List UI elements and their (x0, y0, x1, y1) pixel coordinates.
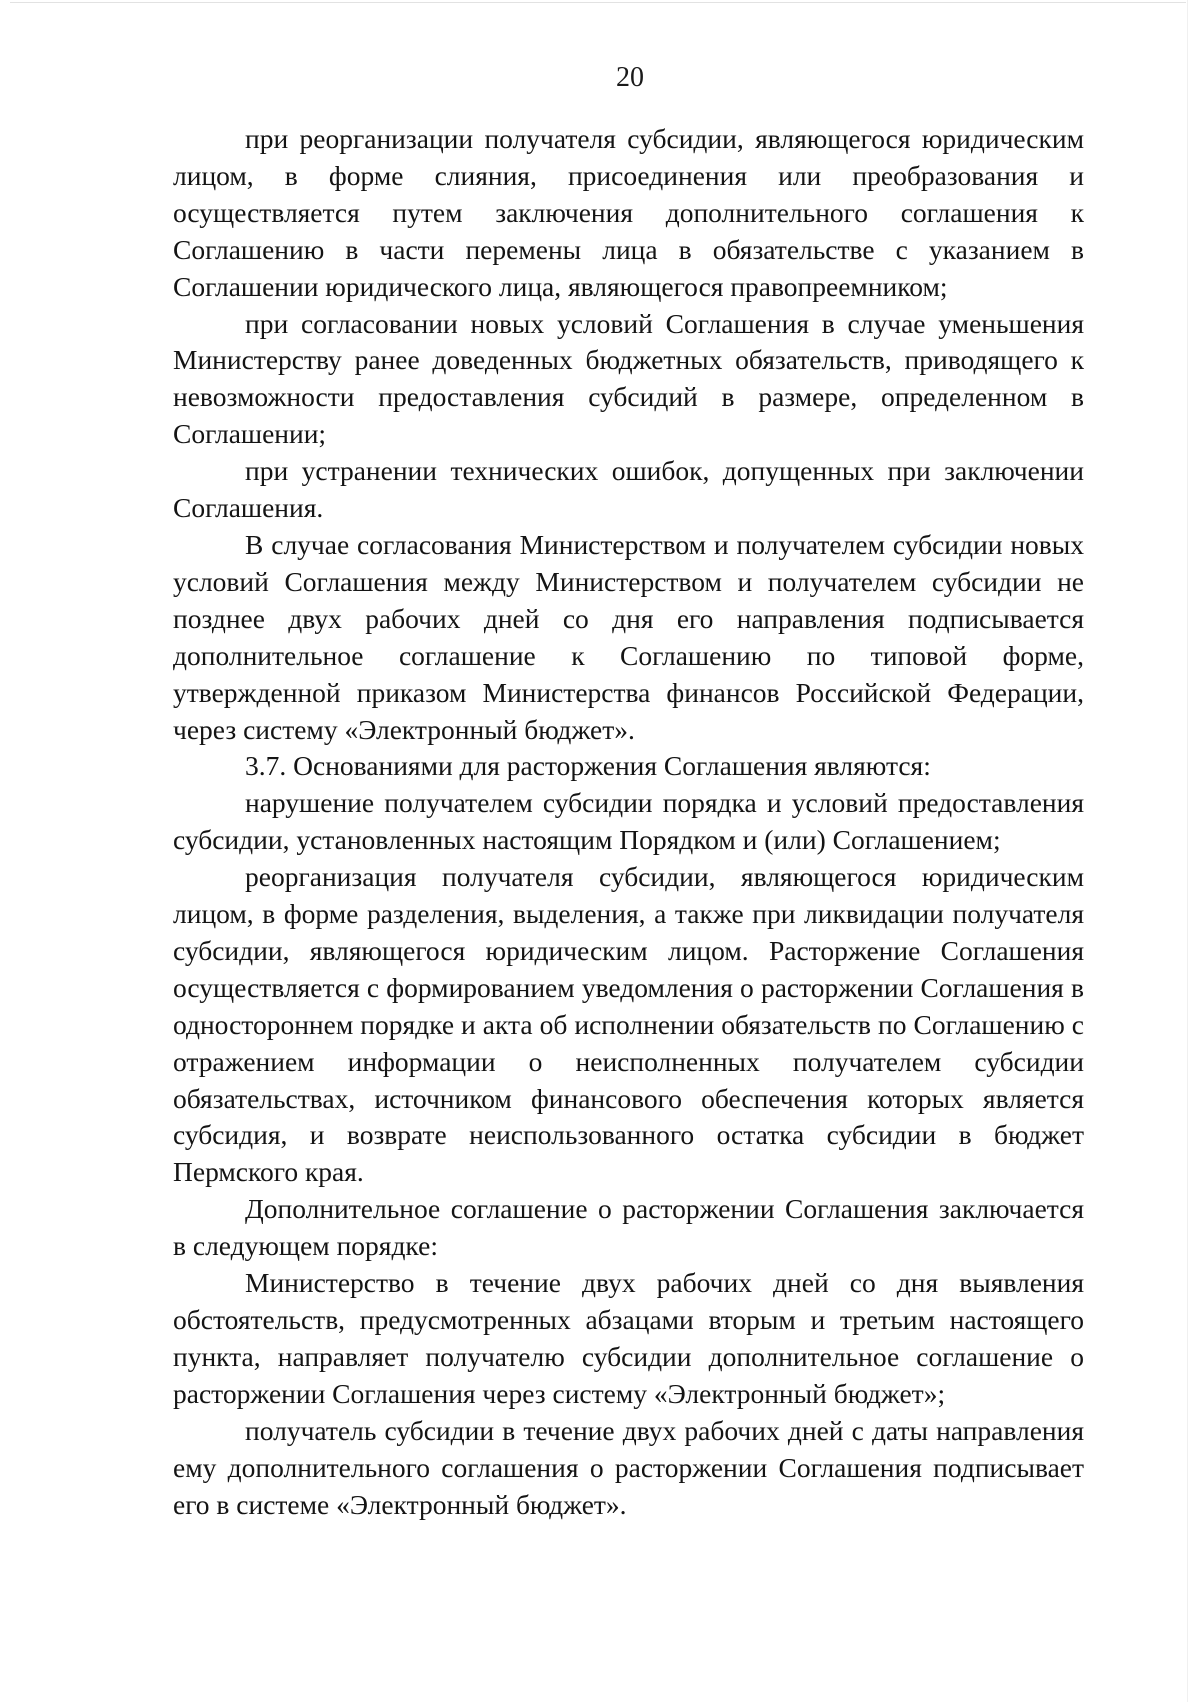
paragraph: нарушение получателем субсидии порядка и условий предоставления субсидии, установленных настоящим Порядком и (или) Соглашением; (173, 787, 1084, 856)
paragraph: при реорганизации получателя субсидии, являющегося юридическим лицом, в форме слияния, присоединения или преобразования и осуществляется путем заключения дополнительного соглашения к Соглашению в части перемены лица в обязательстве с указанием в Соглашении юридического лица, являющегося правопреемником; (173, 123, 1084, 302)
paragraph: при устранении технических ошибок, допущенных при заключении Соглашения. (173, 455, 1084, 524)
paragraph: при согласовании новых условий Соглашения в случае уменьшения Министерству ранее доведенных бюджетных обязательств, приводящего к невозможности предоставления субсидий в размере, определенном в Соглашении; (173, 307, 1084, 450)
paragraph: Дополнительное соглашение о расторжении Соглашения заключается в следующем порядке: (173, 1193, 1084, 1262)
page-number: 20 (616, 62, 644, 93)
paragraph: В случае согласования Министерством и получателем субсидии новых условий Соглашения между Министерством и получателем субсидии не позднее двух рабочих дней со дня его направления подписывается дополнительное соглашение к Соглашению по типовой форме, утвержденной приказом Министерства финансов Российской Федерации, через систему «Электронный бюджет». (173, 528, 1084, 745)
paragraph: получатель субсидии в течение двух рабочих дней с даты направления ему дополнительного соглашения о расторжении Соглашения подписывает его в системе «Электронный бюджет». (173, 1414, 1084, 1520)
paragraph: Министерство в течение двух рабочих дней со дня выявления обстоятельств, предусмотренных абзацами вторым и третьим настоящего пункта, направляет получателю субсидии дополнительное соглашение о расторжении Соглашения через систему «Электронный бюджет»; (173, 1267, 1084, 1409)
scan-edge-top (10, 2, 1186, 3)
section-heading: 3.7. Основаниями для расторжения Соглашения являются: (245, 750, 931, 782)
scan-edge-right (1187, 0, 1188, 1702)
document-body (173, 121, 1084, 1523)
paragraph: реорганизация получателя субсидии, являющегося юридическим лицом, в форме разделения, выделения, а также при ликвидации получателя субсидии, являющегося юридическим лицом. Расторжение Соглашения осуществляется с формированием уведомления о расторжении Соглашения в одностороннем порядке и акта об исполнении обязательств по Соглашению с отражением информации о неисполненных получателем субсидии обязательствах, источником финансового обеспечения которых является субсидия, и возврате неиспользованного остатка субсидии в бюджет Пермского края. (173, 861, 1084, 1188)
